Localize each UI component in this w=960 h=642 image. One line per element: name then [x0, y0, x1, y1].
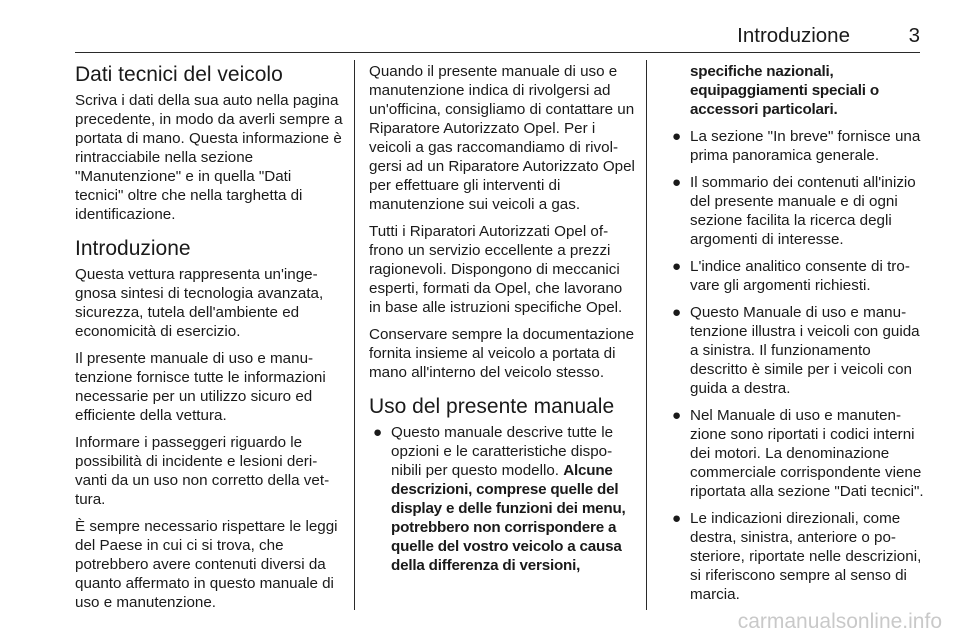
paragraph: Conservare sempre la documentazione fornita insieme al veicolo a portata di mano all'interno del veicolo stesso.: [369, 326, 635, 381]
list-item-text: Nel Manuale di uso e manutenzione sono riportati i codici interni dei motori. La denominazione commerciale corrispondente viene riportata alla sezione "Dati tecnici".: [690, 407, 924, 500]
column-divider: [354, 60, 355, 610]
page-number: 3: [908, 24, 920, 47]
section-title: Introduzione: [737, 24, 850, 47]
bullet-icon: ●: [672, 174, 682, 191]
list-item-text: Le indicazioni direzionali, come destra, sinistra, anteriore o posteriore, riportate nelle descrizioni, si riferiscono sempre al senso di marcia.: [690, 510, 922, 603]
bullet-icon: ●: [373, 424, 383, 441]
paragraph: Tutti i Riparatori Autorizzati Opel offrono un servizio eccellente a prezzi ragionevoli. Dispongono di meccanici esperti, formati da Opel, che lavorano in base alle istruzioni specifiche Opel.: [369, 223, 623, 316]
list-item: [668, 173, 928, 249]
list-item-text: Questo manuale descrive tutte le opzioni e le caratteristiche disponibili per questo modello.: [391, 424, 614, 479]
paragraph: Scriva i dati della sua auto nella pagina precedente, in modo da averli sempre a portata di mano. Questa informazione è rintracciabile nella sezione "Manutenzione" e in quella "Dati tecnici" oltre che nella targhetta di identificazione.: [75, 92, 343, 223]
bullet-icon: ●: [672, 407, 682, 424]
list-item-text: L'indice analitico consente di trovare gli argomenti richiesti.: [690, 258, 910, 294]
paragraph: Informare i passeggeri riguardo le possibilità di incidente e lesioni derivanti da un uso non corretto della vettura.: [75, 434, 330, 508]
heading-dati-tecnici: Dati tecnici del veicolo: [75, 63, 283, 86]
paragraph: È sempre necessario rispettare le leggi del Paese in cui ci si trova, che potrebbero avere contenuti diversi da quanto affermato in questo manuale di uso e manutenzione.: [75, 518, 338, 611]
continued-bold-text: specifiche nazionali, equipaggiamenti speciali o accessori particolari.: [690, 63, 879, 118]
bullet-list: [668, 127, 928, 604]
list-item-text: Questo Manuale di uso e manutenzione illustra i veicoli con guida a sinistra. Il funzionamento descritto è simile per i veicoli con guida a destra.: [690, 304, 920, 397]
heading-uso-manuale: Uso del presente manuale: [369, 395, 615, 418]
bullet-icon: ●: [672, 510, 682, 527]
bullet-list: [369, 423, 635, 575]
list-item: [369, 423, 635, 575]
column-right: [668, 62, 928, 612]
list-item-text: Il sommario dei contenuti all'inizio del presente manuale e di ogni sezione facilita la ricerca degli argomenti di interesse.: [690, 174, 916, 248]
page-header: [75, 24, 920, 53]
list-item: [668, 303, 928, 398]
list-item: [668, 406, 928, 501]
bullet-icon: ●: [672, 258, 682, 275]
heading-introduzione: Introduzione: [75, 237, 191, 260]
bullet-icon: ●: [672, 304, 682, 321]
column-left: [75, 62, 343, 620]
list-item: [668, 127, 928, 165]
paragraph: Quando il presente manuale di uso e manutenzione indica di rivolgersi ad un'officina, consigliamo di contattare un Riparatore Autorizzato Opel. Per i veicoli a gas raccomandiamo di rivolgersi ad un Riparatore Autorizzato Opel per effettuare gli interventi di manutenzione sui veicoli a gas.: [369, 63, 635, 213]
bullet-icon: ●: [672, 128, 682, 145]
paragraph: Il presente manuale di uso e manutenzione fornisce tutte le informazioni necessarie per un utilizzo sicuro ed efficiente della vettura.: [75, 350, 326, 424]
watermark: carmanualsonline.info: [737, 610, 942, 633]
column-divider: [646, 60, 647, 610]
list-item-bold-text: Alcune descrizioni, comprese quelle del display e delle funzioni dei menu, potrebbero non corrispondere a quelle del vostro veicolo a causa della differenza di versioni,: [391, 462, 626, 574]
list-item-text: La sezione "In breve" fornisce una prima panoramica generale.: [690, 128, 921, 164]
paragraph: Questa vettura rappresenta un'ingegnosa sintesi di tecnologia avanzata, sicurezza, tutela dell'ambiente ed economicità di esercizio.: [75, 266, 324, 340]
list-item: [668, 257, 928, 295]
column-middle: [369, 62, 635, 583]
list-item: [668, 509, 928, 604]
